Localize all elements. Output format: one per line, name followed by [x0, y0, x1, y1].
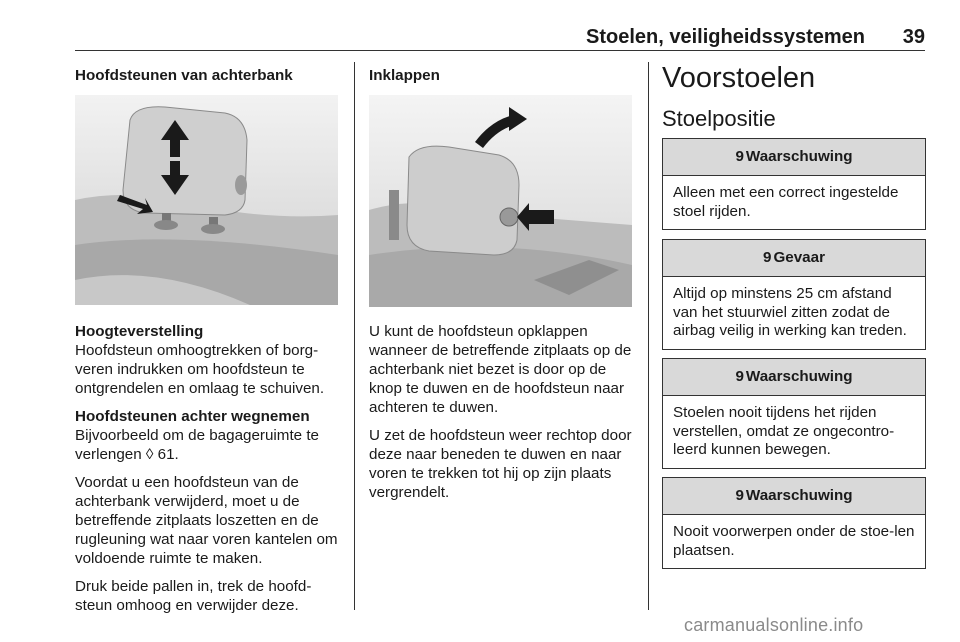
page-header — [75, 26, 925, 48]
header-title: Stoelen, veiligheidssystemen — [586, 26, 865, 48]
page-number: 39 — [902, 26, 925, 48]
warning-box-title — [663, 139, 925, 176]
figure-headrest-fold — [369, 95, 632, 307]
danger-box-text: Altijd op minstens 25 cm afstand van het stuurwiel zitten zodat de airbag veilig in werking kan treden. — [673, 285, 907, 339]
warning-box-title — [663, 359, 925, 396]
warning-box — [662, 477, 926, 569]
warning-icon: 9 — [763, 249, 772, 266]
header-rule — [75, 50, 925, 51]
warning-box-text: Alleen met een correct ingestelde stoel rijden. — [673, 184, 899, 220]
subheading-remove-headrests: Hoofdsteunen achter wegnemen — [75, 408, 310, 425]
watermark[interactable]: carmanualsonline.info — [684, 615, 864, 635]
paragraph: Voordat u een hoofdsteun van de achterbank verwijderd, moet u de betreffende zitplaats loszetten en de rugleuning wat naar voren kantelen om voldoende ruimte te maken. — [75, 474, 338, 567]
column-left — [75, 66, 345, 85]
warning-icon: 9 — [735, 487, 744, 504]
paragraph: U kunt de hoofdsteun opklappen wanneer de betreffende zitplaats op de achterbank niet bezet is door op de knop te duwen en de hoofdsteun naar achteren te duwen. — [369, 323, 632, 416]
headrest-height-illustration — [75, 95, 338, 305]
warning-box-title-text: Waarschuwing — [745, 487, 853, 504]
warning-box-text: Nooit voorwerpen onder de stoe-len plaatsen. — [673, 523, 915, 559]
column-middle — [369, 66, 639, 85]
warning-icon: 9 — [735, 148, 744, 165]
paragraph: Druk beide pallen in, trek de hoofd-steun omhoog en verwijder deze. — [75, 578, 312, 614]
warning-box-title-text: Waarschuwing — [745, 368, 853, 385]
column-divider — [648, 62, 649, 610]
headrest-fold-illustration — [369, 95, 632, 307]
paragraph: Bijvoorbeeld om de bagageruimte te verlengen ◊ 61. — [75, 427, 319, 463]
warning-box-title — [663, 478, 925, 515]
column-middle-text — [369, 322, 639, 511]
section-heading: Hoofdsteunen van achterbank — [75, 67, 293, 84]
warning-box — [662, 358, 926, 469]
section-subtitle: Stoelpositie — [662, 106, 776, 131]
figure-rear-headrest-height — [75, 95, 338, 305]
danger-box-title-text: Gevaar — [773, 249, 825, 266]
warning-box-text: Stoelen nooit tijdens het rijden verstellen, omdat ze ongecontro-leerd kunnen bewegen. — [673, 404, 895, 458]
subheading-height-adjust: Hoogteverstelling — [75, 323, 204, 340]
column-divider — [354, 62, 355, 610]
warning-icon: 9 — [735, 368, 744, 385]
section-title: Voorstoelen — [662, 62, 816, 94]
section-heading: Inklappen — [369, 67, 440, 84]
danger-box — [662, 239, 926, 350]
paragraph: U zet de hoofdsteun weer rechtop door deze naar beneden te duwen en naar voren te trekken tot hij op zijn plaats vergrendelt. — [369, 427, 632, 501]
danger-box-title — [663, 240, 925, 277]
warning-box-title-text: Waarschuwing — [745, 148, 853, 165]
column-left-text — [75, 322, 345, 624]
paragraph: Hoofdsteun omhoogtrekken of borg-veren indrukken om hoofdsteun te ontgrendelen en omlaag te schuiven. — [75, 342, 325, 397]
warning-box — [662, 138, 926, 230]
